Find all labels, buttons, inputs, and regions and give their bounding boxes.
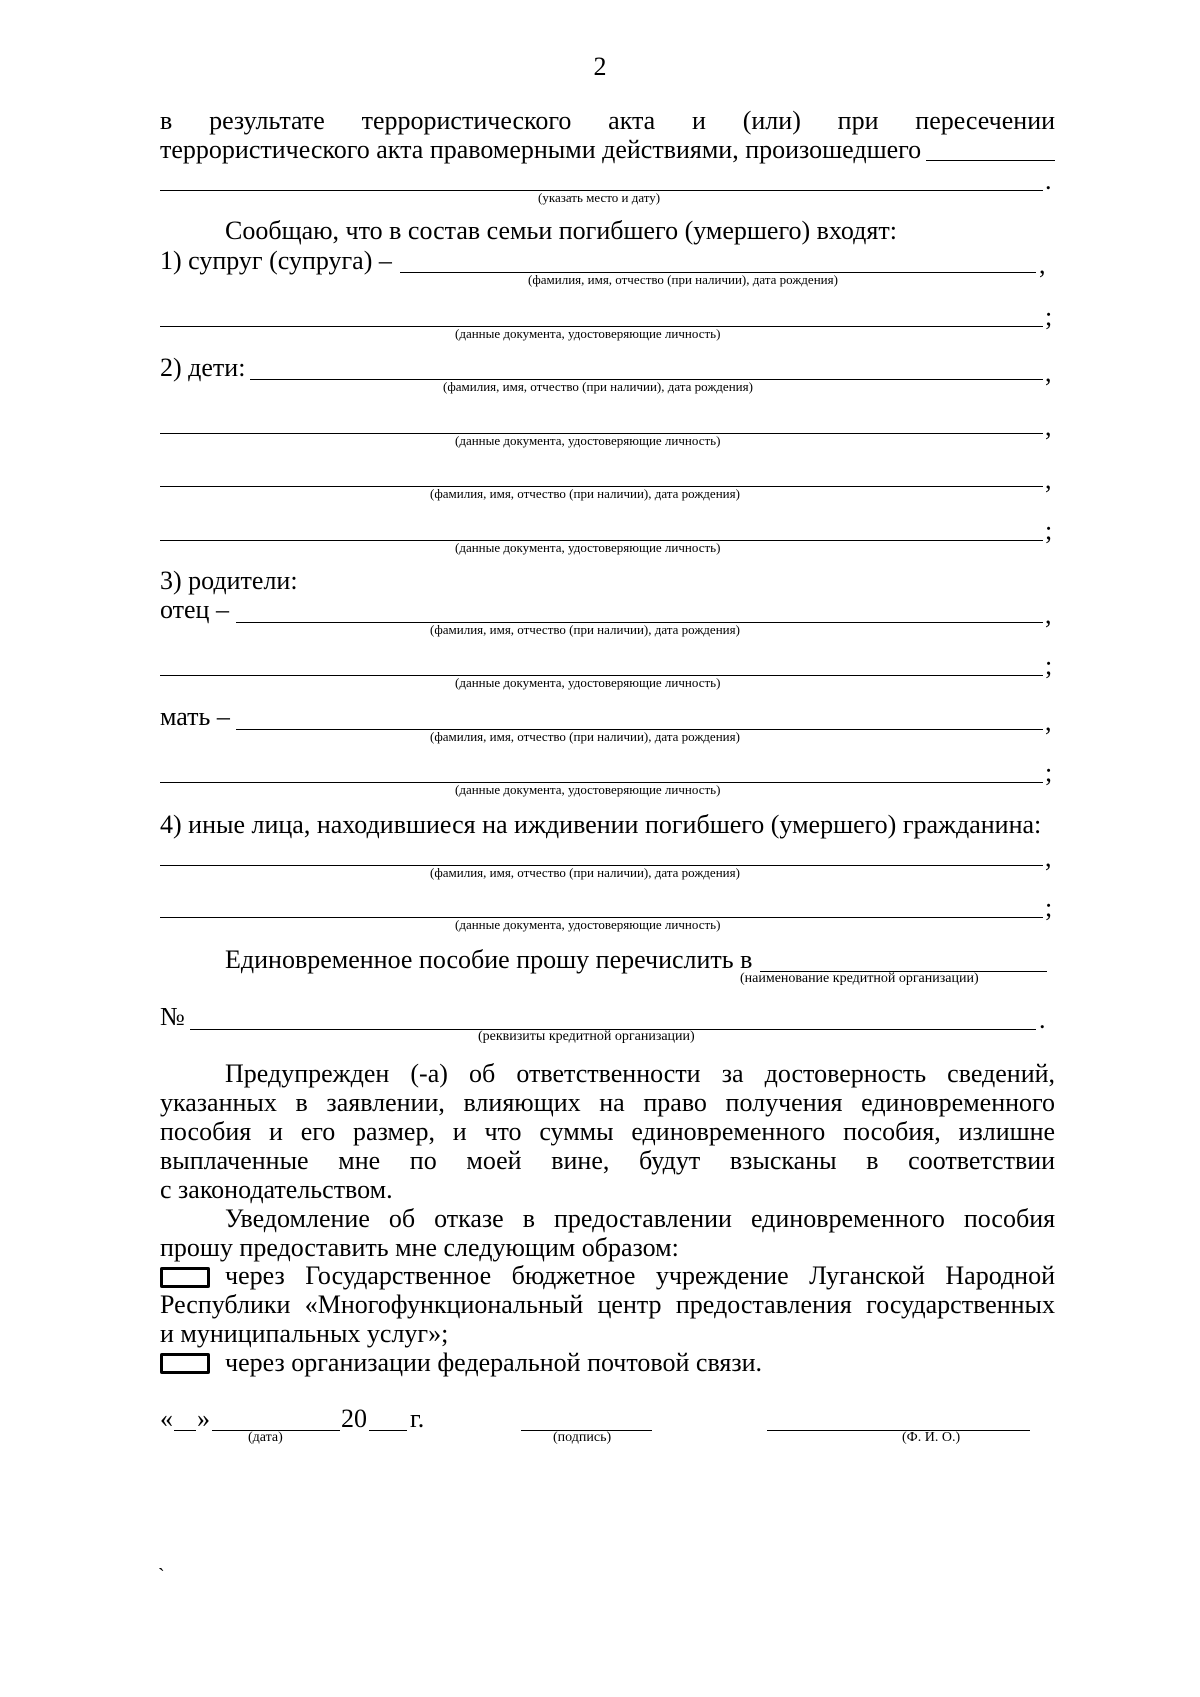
- father-doc-hint: (данные документа, удостоверяющие личность): [455, 675, 721, 690]
- mfc-checkbox[interactable]: [160, 1267, 210, 1288]
- date-quote-close: »: [197, 1404, 210, 1433]
- father-fio-hint: (фамилия, имя, отчество (при наличии), дата рождения): [430, 622, 740, 637]
- spouse-fio-hint: (фамилия, имя, отчество (при наличии), дата рождения): [528, 272, 838, 287]
- bank-label: Единовременное пособие прошу перечислить в: [225, 945, 753, 974]
- option-post: через организации федеральной почтовой связи.: [225, 1348, 763, 1377]
- period: .: [1039, 1005, 1046, 1034]
- date-quote-open: «: [160, 1404, 173, 1433]
- child2-doc-hint: (данные документа, удостоверяющие личность): [455, 540, 721, 555]
- dependent-fio-hint: (фамилия, имя, отчество (при наличии), дата рождения): [430, 865, 740, 880]
- warning-line-1: Предупрежден (-а) об ответственности за достоверность сведений,: [225, 1059, 1056, 1088]
- semicolon: ;: [1045, 893, 1053, 922]
- semicolon: ;: [1045, 302, 1053, 331]
- spouse-doc-hint: (данные документа, удостоверяющие личность): [455, 326, 721, 341]
- incident-blank-1[interactable]: [926, 160, 1055, 161]
- comma: ,: [1039, 250, 1046, 279]
- family-heading: Сообщаю, что в состав семьи погибшего (умершего) входят:: [225, 216, 897, 245]
- intro-line-2: террористического акта правомерными действиями, произошедшего: [160, 135, 922, 164]
- signature-hint: (подпись): [553, 1430, 612, 1445]
- mother-doc-hint: (данные документа, удостоверяющие личность): [455, 782, 721, 797]
- year-prefix: 20: [341, 1404, 367, 1433]
- fio-hint: (Ф. И. О.): [902, 1430, 961, 1445]
- page-number: 2: [593, 52, 607, 81]
- option-mfc-line-2: Республики «Многофункциональный центр предоставления государственных: [160, 1290, 1056, 1319]
- bank-requisites-hint: (реквизиты кредитной организации): [478, 1029, 695, 1044]
- date-hint: (дата): [248, 1430, 283, 1445]
- semicolon: ;: [1045, 758, 1053, 787]
- warning-line-4: выплаченные мне по моей вине, будут взысканы в соответствии: [160, 1146, 1056, 1175]
- father-label: отец –: [160, 595, 229, 624]
- mother-fio-hint: (фамилия, имя, отчество (при наличии), дата рождения): [430, 729, 740, 744]
- place-date-hint: (указать место и дату): [538, 190, 661, 205]
- comma: ,: [1045, 358, 1052, 387]
- child1-fio-hint: (фамилия, имя, отчество (при наличии), дата рождения): [443, 379, 753, 394]
- option-mfc-line-3: и муниципальных услуг»;: [160, 1319, 449, 1348]
- comma: ,: [1045, 707, 1052, 736]
- dependents-label: 4) иные лица, находившиеся на иждивении погибшего (умершего) гражданина:: [160, 810, 1042, 839]
- comma: ,: [1045, 600, 1052, 629]
- year-suffix: г.: [410, 1404, 425, 1433]
- fio-field[interactable]: [767, 1430, 1030, 1431]
- comma: ,: [1045, 412, 1052, 441]
- number-sign: №: [160, 1002, 185, 1031]
- option-mfc-line-1: через Государственное бюджетное учреждение Луганской Народной: [225, 1261, 1055, 1290]
- stray-mark: `: [158, 1565, 165, 1587]
- semicolon: ;: [1045, 651, 1053, 680]
- notify-line-2: прошу предоставить мне следующим образом:: [160, 1233, 679, 1262]
- year-field[interactable]: [369, 1430, 407, 1431]
- intro-line-1: в результате террористического акта и (или) при пересечении: [160, 106, 1056, 135]
- period: .: [1045, 166, 1052, 195]
- parents-label: 3) родители:: [160, 566, 298, 595]
- post-checkbox[interactable]: [160, 1353, 210, 1374]
- children-label: 2) дети:: [160, 353, 246, 382]
- child2-fio-hint: (фамилия, имя, отчество (при наличии), дата рождения): [430, 486, 740, 501]
- semicolon: ;: [1045, 516, 1053, 545]
- comma: ,: [1045, 843, 1052, 872]
- warning-line-2: указанных в заявлении, влияющих на право получения единовременного: [160, 1088, 1056, 1117]
- warning-line-5: с законодательством.: [160, 1175, 393, 1204]
- comma: ,: [1045, 465, 1052, 494]
- notify-line-1: Уведомление об отказе в предоставлении единовременного пособия: [225, 1204, 1056, 1233]
- day-field[interactable]: [174, 1430, 196, 1431]
- bank-name-hint: (наименование кредитной организации): [740, 971, 979, 986]
- child1-doc-hint: (данные документа, удостоверяющие личность): [455, 433, 721, 448]
- dependent-doc-hint: (данные документа, удостоверяющие личность): [455, 917, 721, 932]
- mother-label: мать –: [160, 702, 230, 731]
- warning-line-3: пособия и его размер, и что суммы единовременного пособия, излишне: [160, 1117, 1056, 1146]
- spouse-label: 1) супруг (супруга) –: [160, 246, 392, 275]
